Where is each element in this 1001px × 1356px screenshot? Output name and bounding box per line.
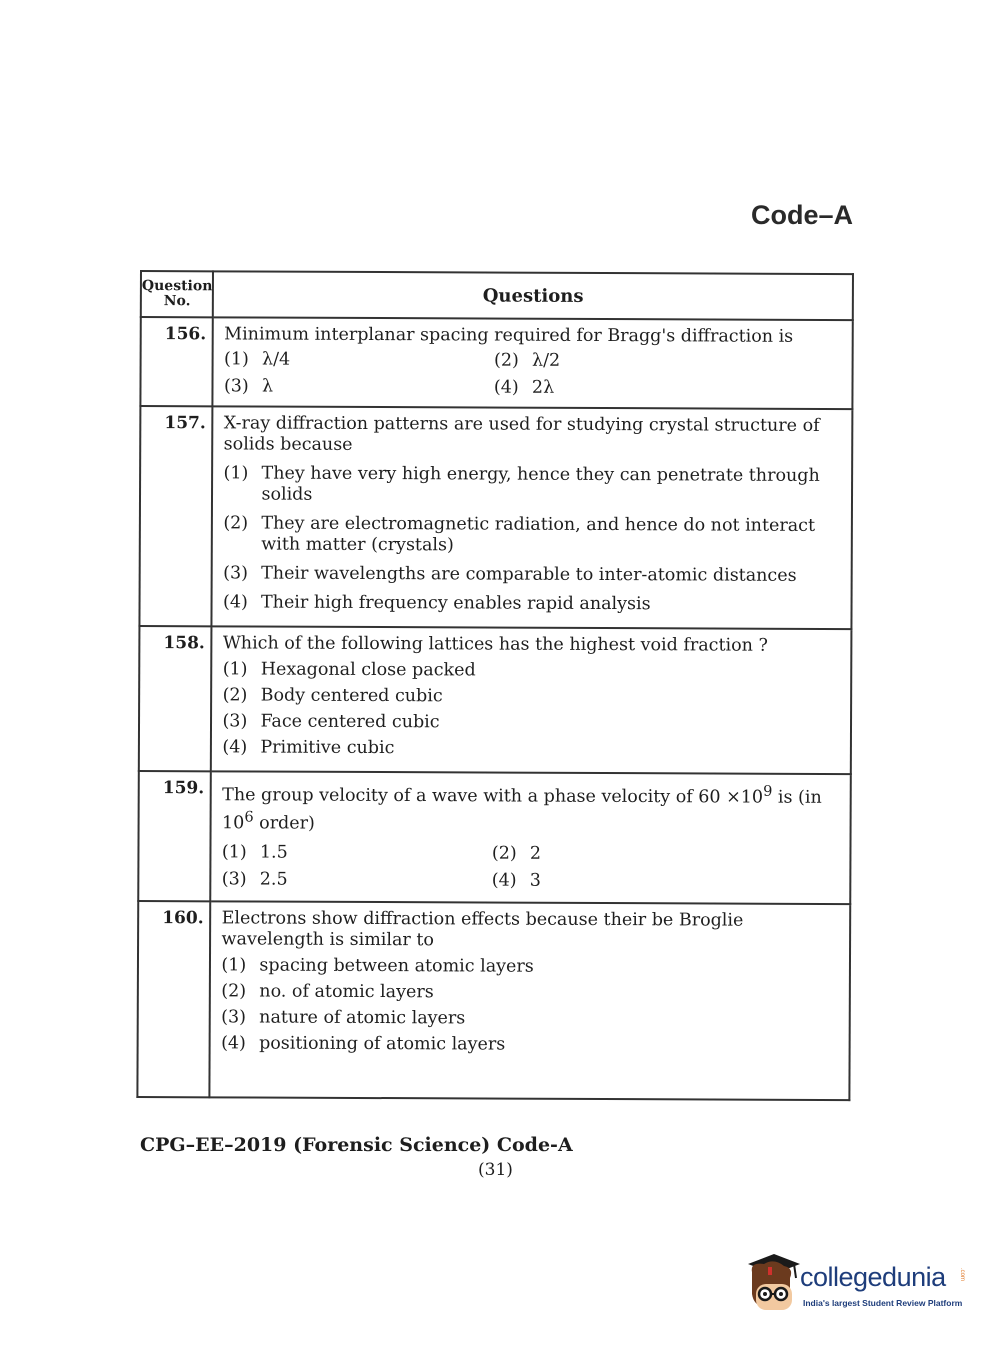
option: [492, 843, 752, 865]
option: [224, 376, 494, 398]
option-number: (1): [223, 463, 249, 484]
question-number: 158.: [139, 626, 212, 771]
logo-name: collegedunia: [800, 1262, 946, 1292]
question-text-part: The group velocity of a wave with a phase velocity of 60 ×10: [222, 785, 764, 808]
option-number: (1): [221, 955, 247, 976]
options-list: [222, 659, 846, 761]
question-number-header-line1: Question: [141, 278, 213, 295]
option-number: (2): [222, 685, 248, 706]
option: [222, 842, 492, 864]
option: [492, 870, 752, 892]
option-text: Their high frequency enables rapid analysis: [260, 592, 651, 615]
table-row: [140, 317, 852, 409]
question-cell: [211, 771, 851, 903]
option-number: (3): [221, 1007, 247, 1028]
question-number: 160.: [137, 901, 210, 1097]
question-text: [222, 778, 846, 836]
question-text-part: is (in 10: [222, 787, 822, 834]
question-text: Minimum interplanar spacing required for Bragg's diffraction is: [224, 324, 794, 347]
paper-code: Code–A: [750, 200, 853, 230]
option-number: (1): [221, 842, 247, 863]
question-cell: [213, 317, 853, 409]
option-text: Face centered cubic: [260, 711, 440, 733]
exponent: 9: [763, 782, 773, 800]
option: [223, 659, 847, 683]
option-number: (3): [221, 869, 247, 890]
question-cell: [212, 406, 852, 629]
question-text: Electrons show diffraction effects because their be Broglie wavelength is similar to: [221, 908, 744, 950]
collegedunia-logo: [744, 1250, 974, 1320]
option-number: (1): [224, 349, 249, 370]
option-number: (3): [223, 376, 249, 397]
question-cell: [211, 626, 851, 774]
question-number-header-line2: No.: [163, 293, 191, 310]
option-text: 3: [529, 870, 541, 891]
question-text: X-ray diffraction patterns are used for studying crystal structure of solids because: [223, 413, 820, 455]
option-text: They are electromagnetic radiation, and hence do not interact with matter (crystals): [261, 513, 816, 556]
option-text: Body centered cubic: [260, 685, 443, 707]
option-number: (3): [223, 563, 248, 584]
option-number: (3): [222, 711, 248, 732]
option-text: 1.5: [259, 842, 288, 863]
option-text: λ: [261, 376, 274, 397]
questions-header: Questions: [213, 271, 853, 320]
logo-tagline: India's largest Student Review Platform: [803, 1298, 963, 1308]
mascot-icon: [744, 1250, 800, 1314]
option-number: (2): [221, 981, 247, 1002]
table-header-row: [141, 271, 853, 320]
options-grid: [222, 842, 846, 893]
option-text: positioning of atomic layers: [259, 1033, 506, 1055]
option: [222, 711, 846, 735]
questions-table: [136, 270, 854, 1101]
footer-title: CPG–EE–2019 (Forensic Science) Code-A: [140, 1134, 573, 1156]
option: [494, 351, 754, 373]
option-number: (2): [491, 843, 517, 864]
question-number-header: [141, 271, 214, 317]
exponent: 6: [244, 808, 254, 826]
option-text: They have very high energy, hence they can penetrate through solids: [261, 463, 820, 505]
question-text: Which of the following lattices has the highest void fraction ?: [222, 633, 768, 656]
option: [224, 349, 494, 371]
option: [221, 981, 845, 1005]
option-number: (4): [222, 592, 248, 613]
option-number: (4): [222, 737, 248, 758]
option: [221, 1033, 845, 1057]
question-number: 156.: [140, 317, 213, 406]
option-text: Primitive cubic: [260, 737, 395, 759]
question-number: 157.: [139, 406, 212, 626]
logo-suffix: .com: [959, 1268, 965, 1282]
option-text: λ/4: [262, 349, 291, 370]
option: [223, 463, 847, 508]
option: [223, 513, 847, 558]
option-text: no. of atomic layers: [259, 981, 434, 1002]
question-cell: [210, 901, 850, 1100]
option-text: nature of atomic layers: [259, 1007, 466, 1029]
option-number: (4): [221, 1033, 246, 1054]
option-text: spacing between atomic layers: [259, 955, 534, 977]
table-row: [138, 771, 851, 904]
option-number: (4): [491, 870, 517, 891]
page-number: (31): [478, 1160, 513, 1180]
option-number: (2): [494, 350, 519, 371]
option: [223, 592, 847, 616]
table-row: [137, 901, 850, 1100]
options-list: [223, 463, 847, 616]
option: [223, 563, 847, 587]
question-number: 159.: [138, 771, 211, 901]
table-row: [139, 406, 852, 629]
option-text: λ/2: [532, 350, 561, 371]
option-text: 2.5: [259, 869, 288, 890]
option: [223, 685, 847, 709]
option-number: (2): [223, 513, 249, 534]
table-row: [139, 626, 852, 774]
option: [221, 1007, 845, 1031]
options-grid: [224, 349, 848, 400]
option-text: 2λ: [531, 377, 555, 398]
option-text: 2: [529, 843, 542, 864]
question-text-part: order): [253, 813, 315, 834]
option-text: Their wavelengths are comparable to inter-atomic distances: [261, 563, 797, 586]
option-number: (1): [222, 659, 248, 680]
option: [222, 869, 492, 891]
option-number: (4): [493, 377, 519, 398]
option-text: Hexagonal close packed: [260, 659, 476, 681]
option: [221, 955, 845, 979]
option: [494, 378, 754, 400]
options-list: [221, 955, 845, 1057]
option: [222, 737, 846, 761]
